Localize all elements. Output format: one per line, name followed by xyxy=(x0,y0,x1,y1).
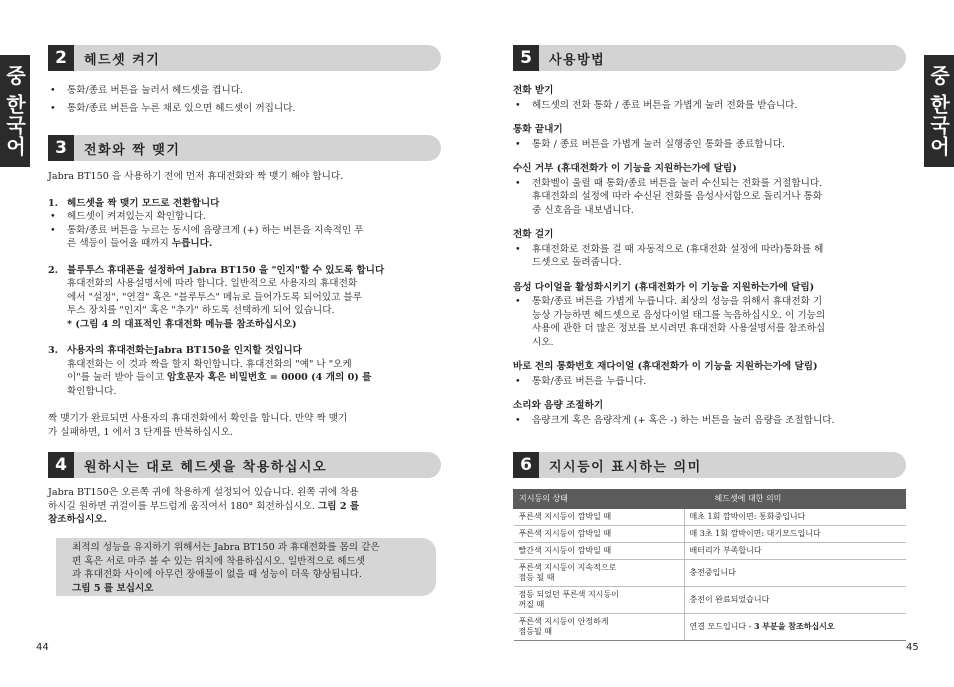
step-title: 블루투스 휴대폰을 설정하여 Jabra BT150 을 "인지"할 수 있도록 합니다 xyxy=(67,264,385,276)
section-number: 2 xyxy=(48,45,74,71)
step-1 xyxy=(48,197,438,251)
page-number: 44 xyxy=(36,642,49,653)
reject-call: 수신 거부 (휴대전화가 이 기능을 지원하는가에 달림) • 전화벨이 울릴 때 통화/종료 버튼을 눌러 수신되는 전화를 거절합니다. 휴대전화의 설정에 따라 수신된 전화를 음성사서함으로 돌리거나 통화 중 신호음을 내보냅니다. xyxy=(513,162,903,217)
outro-text: 짝 맺기가 완료되면 사용자의 휴대전화에서 확인을 합니다. 만약 짝 맺기 가 실패하면, 1 에서 3 단계를 반복하십시오. xyxy=(48,413,348,438)
body-text: Jabra BT150은 오른쪽 귀에 착용하게 설정되어 있습니다. 왼쪽 귀에 착용 하시길 원하면 귀걸이를 부드럽게 움직여서 180° 회전하십시오. 그림 2 를 참조하십시오. xyxy=(48,487,360,525)
make-call: 전화 걸기 • 휴대전화로 전화를 걸 때 자동적으로 (휴대전화 설정에 따라)통화를 헤 드셋으로 돌려줍니다. xyxy=(513,228,903,270)
table-row: 점등 되었던 푸른색 지시등이 꺼질 때 충전이 완료되었습니다 xyxy=(514,587,906,614)
table-row: 푸른색 지시등이 깜박일 때 매초 1회 깜박이면: 통화중입니다 xyxy=(514,509,906,526)
section-title: 원하시는 대로 헤드셋을 착용하십시오 xyxy=(84,459,328,475)
section-6-header xyxy=(513,452,906,478)
section-3-header xyxy=(48,135,441,161)
step-2: 2. 블루투스 휴대폰을 설정하여 Jabra BT150 을 "인지"할 수 있도록 합니다 휴대전화의 사용설명서에 따라 합니다. 일반적으로 사용자의 휴대전화 에서 "설정", "연결" 혹은 "블루투스" 메뉴로 들어가도록 되어있고 블루 투스 장치를 "인지" 혹은 "추가" 하도록 선택하게 되어 있습니다. * (그림 4 의 대표적인 휴대전화 메뉴를 참조하십시오) xyxy=(48,264,385,330)
list-item: • 휴대전화로 전화를 걸 때 자동적으로 (휴대전화 설정에 따라)통화를 헤 드셋으로 돌려줍니다. xyxy=(513,243,903,270)
list-item: • 헤드셋이 켜져있는지 확인합니다. xyxy=(48,210,438,224)
section-number: 4 xyxy=(48,452,74,478)
indicator-table xyxy=(513,489,906,641)
section-title: 헤드셋 켜기 xyxy=(84,52,161,68)
section-title: 사용방법 xyxy=(549,52,606,68)
list-item: • 헤드셋의 전화 통화 / 종료 버튼을 가볍게 눌러 전화를 받습니다. xyxy=(513,99,903,113)
step-title: 사용자의 휴대전화는Jabra BT150을 인지할 것입니다 xyxy=(67,345,302,356)
table-header: 헤드셋에 대한 의미 xyxy=(684,490,906,509)
redial: 바로 전의 통화번호 재다이얼 (휴대전화가 이 기능을 지원하는가에 달림) • 통화/종료 버튼을 누릅니다. xyxy=(513,360,903,388)
step-number: 1. xyxy=(48,197,59,209)
voice-dial: 음성 다이얼을 활성화시키기 (휴대전화가 이 기능을 지원하는가에 달림) • 통화/종료 버튼을 가볍게 누릅니다. 최상의 성능을 위해서 휴대전화 기 능상 가능하면 헤드셋으로 음성다이얼 태그를 녹음하십시오. 이 기능의 사용에 관한 더 많은 정보를 보시려면 휴대전화 사용설명서를 참조하십 시오. xyxy=(513,281,903,350)
table-row: 푸른색 지시등이 안정하게 점등될 때 연결 모드입니다 - 3 부분을 참조하십시오 xyxy=(514,614,906,641)
section-5-header xyxy=(513,45,906,71)
section-3-body xyxy=(48,170,438,439)
answer-call: 전화 받기 • 헤드셋의 전화 통화 / 종료 버튼을 가볍게 눌러 전화를 받습니다. xyxy=(513,84,903,112)
list-item: • 전화벨이 울릴 때 통화/종료 버튼을 눌러 수신되는 전화를 거절합니다. 휴대전화의 설정에 따라 수신된 전화를 음성사서함으로 돌리거나 통화 중 신호음을 내보냅니다. xyxy=(513,177,903,218)
volume-control: 소리와 음량 조절하기 • 음량크게 혹은 음량작게 (+ 혹은 -) 하는 버튼을 눌러 음량을 조절합니다. xyxy=(513,399,903,427)
step-number: 3. xyxy=(48,345,59,356)
list-item: • 음량크게 혹은 음량작게 (+ 혹은 -) 하는 버튼을 눌러 음량을 조절합니다. xyxy=(513,414,903,428)
end-call: 통화 끝내기 • 통화 / 종료 버튼을 가볍게 눌러 실행중인 통화를 종료합니다. xyxy=(513,123,903,151)
section-4-header xyxy=(48,452,441,478)
section-2-header xyxy=(48,45,441,71)
language-tab-right: 중 한국어 xyxy=(924,55,954,167)
page-number: 45 xyxy=(906,642,919,653)
section-2-body xyxy=(48,84,438,115)
section-number: 6 xyxy=(513,452,539,478)
list-item: • 통화/종료 버튼을 누른 채로 있으면 헤드셋이 꺼집니다. xyxy=(48,102,438,116)
table-row: 빨간색 지시등이 깜박일 때 배터리가 부족합니다 xyxy=(514,543,906,560)
list-item: • 통화/종료 버튼을 누릅니다. xyxy=(513,375,903,389)
step-title: 헤드셋을 짝 맺기 모드로 전환합니다 xyxy=(67,197,220,209)
list-item: • 통화/종료 버튼을 눌러서 헤드셋을 켭니다. xyxy=(48,84,438,98)
section-4-body xyxy=(48,486,438,527)
language-tab-left: 중 한국어 xyxy=(0,55,30,167)
section-5-body xyxy=(513,84,903,427)
section-number: 5 xyxy=(513,45,539,71)
list-item: • 통화/종료 버튼을 가볍게 누릅니다. 최상의 성능을 위해서 휴대전화 기 능상 가능하면 헤드셋으로 음성다이얼 태그를 녹음하십시오. 이 기능의 사용에 관한 더 많은 정보를 보시려면 휴대전화 사용설명서를 참조하십 시오. xyxy=(513,295,903,349)
table-row: 푸른색 지시등이 깜박일 때 매 3초 1회 깜박이면: 대기모드입니다 xyxy=(514,526,906,543)
list-item: • 통화 / 종료 버튼을 가볍게 눌러 실행중인 통화를 종료합니다. xyxy=(513,138,903,152)
step-number: 2. xyxy=(48,264,59,276)
section-title: 전화와 짝 맺기 xyxy=(84,142,181,158)
step-3: 3. 사용자의 휴대전화는Jabra BT150을 인지할 것입니다 휴대전화는 이 것과 짝을 할지 확인합니다. 휴대전화의 "예" 나 "오케 이"를 눌러 받아 들이고 암호문자 혹은 비밀번호 = 0000 (4 개의 0) 를 확인합니다. xyxy=(48,345,372,397)
table-row: 푸른색 지시등이 지속적으로 점등 될 때 충전중입니다 xyxy=(514,560,906,587)
tip-note: 최적의 성능을 유지하기 위해서는 Jabra BT150 과 휴대전화를 몸의 같은 편 혹은 서로 마주 볼 수 있는 위치에 착용하십시오. 일반적으로 헤드셋 과 휴대전화 사이에 아무런 장애물이 없을 때 성능이 더욱 향상됩니다. 그림 5 를 보십시오 xyxy=(56,538,436,596)
table-header: 지시등의 상태 xyxy=(514,490,685,509)
list-item: • 통화/종료 버튼을 누르는 동시에 음량크게 (+) 하는 버튼을 지속적인 푸 른 색등이 들어올 때까지 누릅니다. xyxy=(48,224,438,251)
section-title: 지시등이 표시하는 의미 xyxy=(549,459,702,475)
intro-text: Jabra BT150 을 사용하기 전에 먼저 휴대전화와 짝 맺기 해야 합니다. xyxy=(48,171,344,182)
section-number: 3 xyxy=(48,135,74,161)
